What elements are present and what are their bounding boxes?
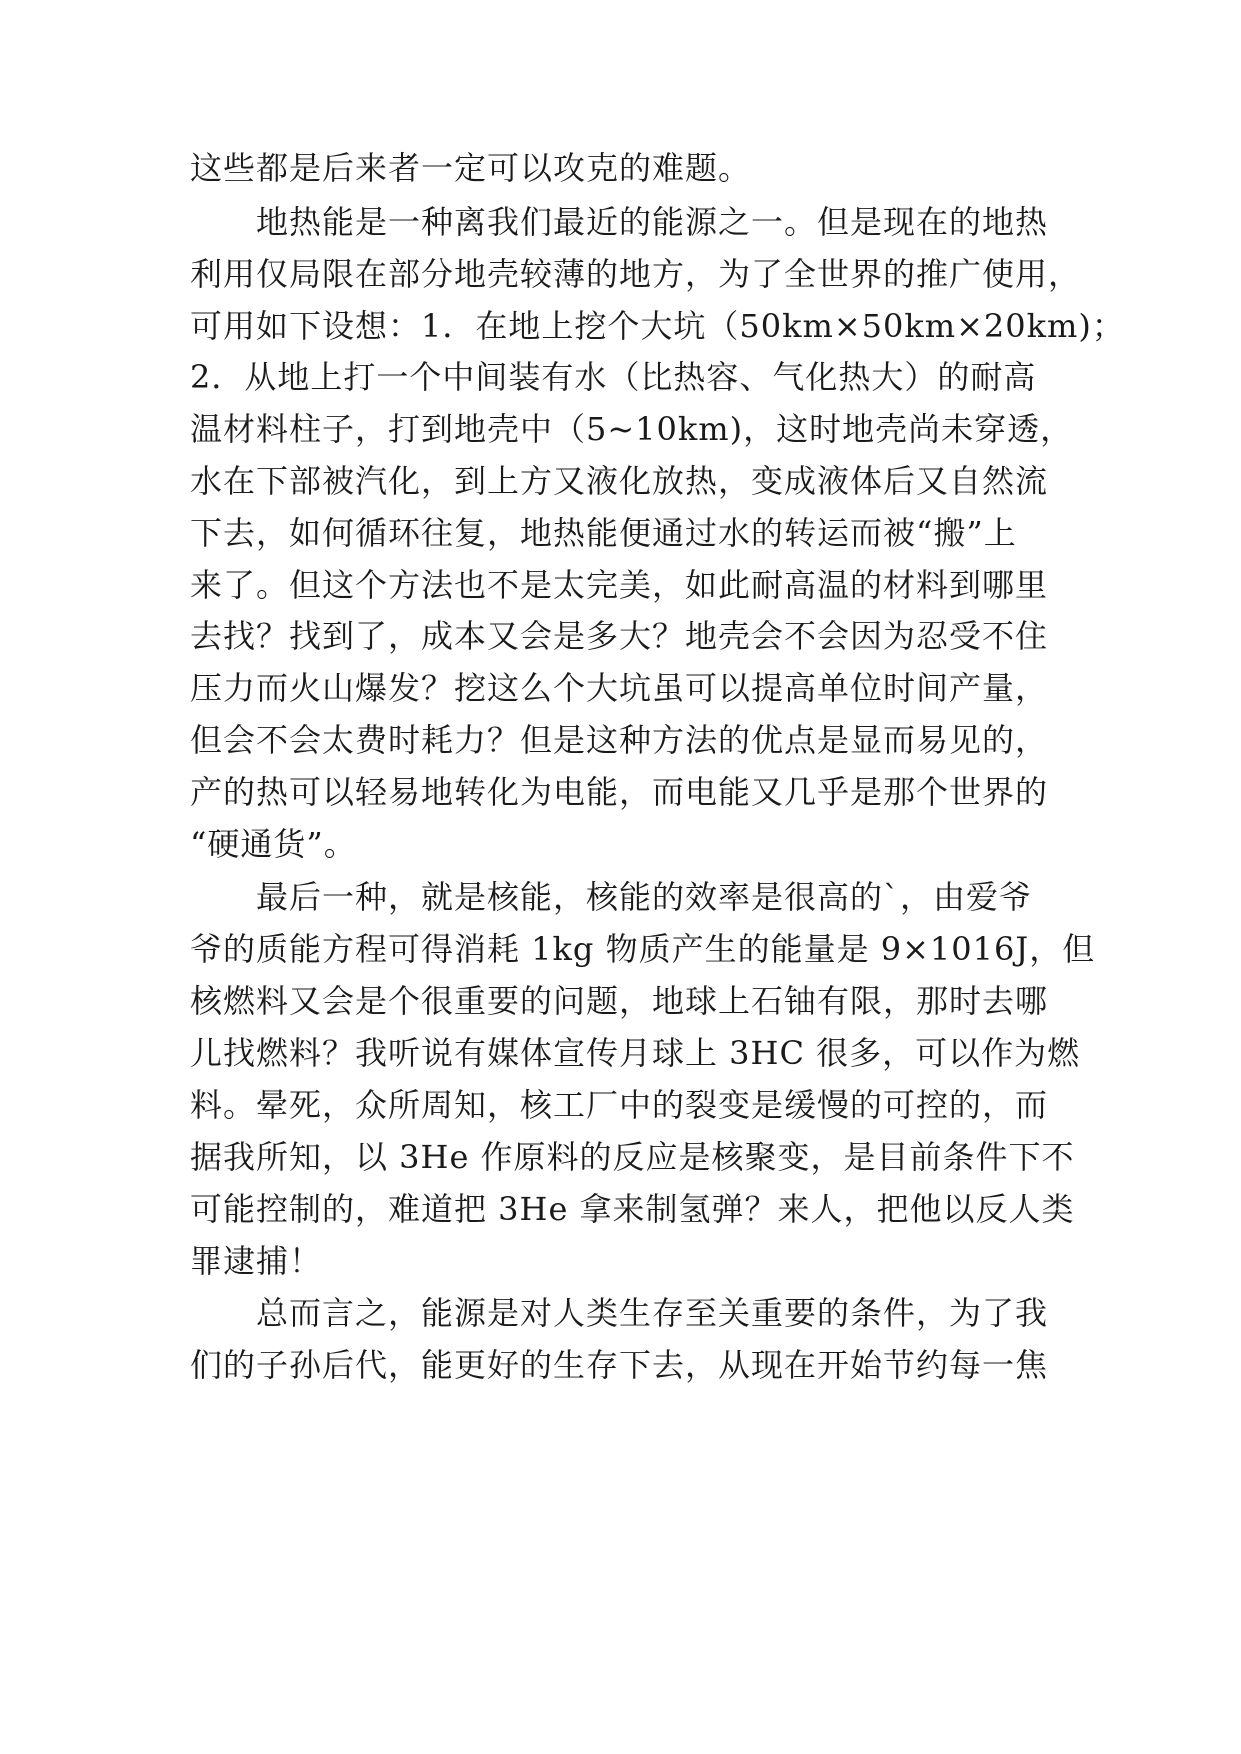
text-line: 下去，如何循环往复，地热能便通过水的转运而被“搬”上 (190, 514, 1017, 552)
text-line: 温材料柱子，打到地壳中（5~10km)，这时地壳尚未穿透， (190, 410, 1074, 448)
text-line: 压力而火山爆发？挖这么个大坑虽可以提高单位时间产量， (190, 669, 1049, 707)
text-line: 但会不会太费时耗力？但是这种方法的优点是显而易见的， (190, 721, 1049, 759)
text-line: 去找？找到了，成本又会是多大？地壳会不会因为忍受不住 (190, 617, 1049, 655)
paragraph-start-line: 最后一种，就是核能，核能的效率是很高的`，由爱爷 (256, 878, 1033, 916)
text-line: 据我所知，以 3He 作原料的反应是核聚变，是目前条件下不 (190, 1138, 1075, 1176)
text-line: 这些都是后来者一定可以攻克的难题。 (190, 149, 752, 187)
text-line: “硬通货”。 (190, 825, 357, 863)
text-line: 利用仅局限在部分地壳较薄的地方，为了全世界的推广使用， (190, 255, 1082, 293)
text-line: 水在下部被汽化，到上方又液化放热，变成液体后又自然流 (190, 462, 1049, 500)
text-line: 核燃料又会是个很重要的问题，地球上石铀有限，那时去哪 (190, 982, 1049, 1020)
text-line: 可用如下设想：1．在地上挖个大坑（50km×50km×20km)； (190, 307, 1125, 345)
text-line: 罪逮捕！ (190, 1242, 323, 1280)
text-line: 儿找燃料？我听说有媒体宣传月球上 3HC 很多，可以作为燃 (190, 1034, 1081, 1072)
text-line: 产的热可以轻易地转化为电能，而电能又几乎是那个世界的 (190, 773, 1049, 811)
paragraph-start-line: 总而言之，能源是对人类生存至关重要的条件，为了我 (256, 1294, 1049, 1332)
paragraph-start-line: 地热能是一种离我们最近的能源之一。但是现在的地热 (256, 203, 1049, 241)
text-line: 爷的质能方程可得消耗 1kg 物质产生的能量是 9×1016J，但 (190, 930, 1096, 968)
text-line: 2．从地上打一个中间装有水（比热容、气化热大）的耐高 (190, 358, 1037, 396)
text-line: 们的子孙后代，能更好的生存下去，从现在开始节约每一焦 (190, 1346, 1049, 1384)
text-line: 来了。但这个方法也不是太完美，如此耐高温的材料到哪里 (190, 566, 1049, 604)
text-line: 料。晕死，众所周知，核工厂中的裂变是缓慢的可控的，而 (190, 1086, 1049, 1124)
text-line: 可能控制的，难道把 3He 拿来制氢弹？来人，把他以反人类 (190, 1190, 1075, 1228)
